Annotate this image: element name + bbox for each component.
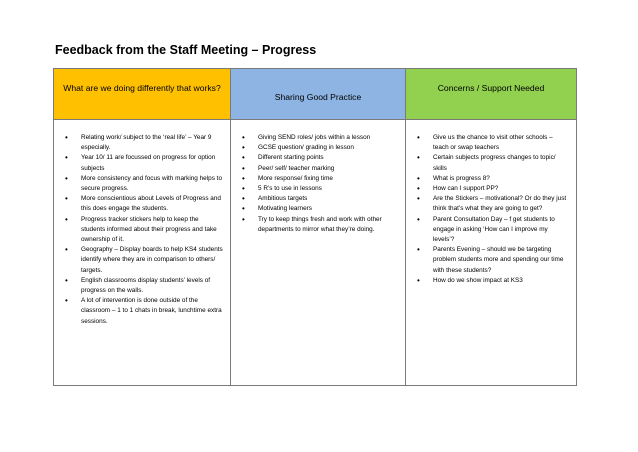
list-item: • GCSE question/ grading in lesson	[258, 143, 399, 153]
column-header-concerns	[406, 69, 577, 120]
what-works-list	[54, 120, 230, 327]
column-header-what-works	[54, 69, 231, 120]
list-item: • More conscientious about Levels of Progress and this does engage the students.	[81, 194, 224, 214]
list-item: • Different starting points	[258, 153, 399, 163]
list-item: • A lot of intervention is done outside of the classroom – 1 to 1 chats in break, lunchtime extra sessions.	[81, 296, 224, 327]
list-item: • Relating work/ subject to the ‘real life’ – Year 9 especially.	[81, 133, 224, 153]
column-header-label: Concerns / Support Needed	[437, 83, 545, 93]
good-practice-list	[231, 120, 405, 235]
list-item: • Peer/ self/ teacher marking	[258, 164, 399, 174]
list-item: • Ambitious targets	[258, 194, 399, 204]
list-item: • Giving SEND roles/ jobs within a lesson	[258, 133, 399, 143]
good-practice-cell	[231, 120, 406, 386]
list-item: • Certain subjects progress changes to topic/ skills	[433, 153, 570, 173]
list-item: • English classrooms display students’ levels of progress on the walls.	[81, 276, 224, 296]
body-row	[54, 120, 577, 386]
column-header-good-practice	[231, 69, 406, 120]
list-item: • Give us the chance to visit other schools – teach or swap teachers	[433, 133, 570, 153]
column-header-label: What are we doing differently that works?	[63, 83, 221, 93]
list-item: • Progress tracker stickers help to keep the students informed about their progress and take ownership of it.	[81, 215, 224, 246]
document-title: Feedback from the Staff Meeting – Progress	[55, 43, 317, 57]
list-item: • Parents Evening – should we be targeting problem students more and spending our time with these students?	[433, 245, 570, 276]
feedback-table	[53, 68, 577, 386]
header-row	[54, 69, 577, 120]
list-item: • Motivating learners	[258, 204, 399, 214]
list-item: • More response/ fixing time	[258, 174, 399, 184]
list-item: • How can I support PP?	[433, 184, 570, 194]
list-item: • How do we show impact at KS3	[433, 276, 570, 286]
list-item: • 5 R’s to use in lessons	[258, 184, 399, 194]
concerns-list	[406, 120, 576, 286]
list-item: • What is progress 8?	[433, 174, 570, 184]
list-item: • Geography – Display boards to help KS4 students identify where they are in comparison to others/ targets.	[81, 245, 224, 276]
list-item: • Try to keep things fresh and work with other departments to mirror what they’re doing.	[258, 215, 399, 235]
column-header-label: Sharing Good Practice	[274, 92, 362, 102]
what-works-cell	[54, 120, 231, 386]
list-item: • Are the Stickers – motivational? Or do they just think that’s what they are going to get?	[433, 194, 570, 214]
list-item: • Year 10/ 11 are focussed on progress for option subjects	[81, 153, 224, 173]
concerns-cell	[406, 120, 577, 386]
list-item: • Parent Consultation Day – f get students to engage in asking ‘How can I improve my levels’?	[433, 215, 570, 246]
list-item: • More consistency and focus with marking helps to secure progress.	[81, 174, 224, 194]
